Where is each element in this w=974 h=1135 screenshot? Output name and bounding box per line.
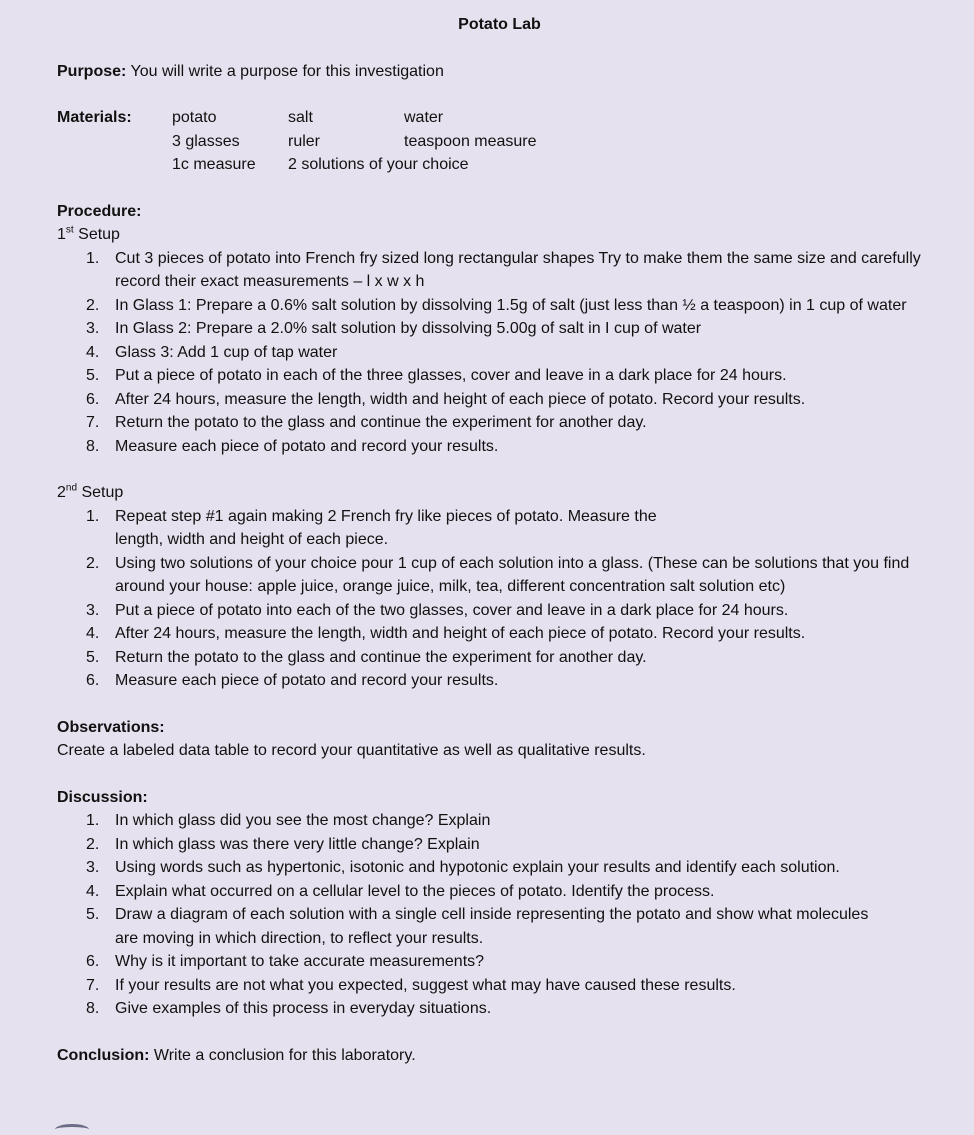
list-item: 2. Using two solutions of your choice pour 1 cup of each solution into a glass. (These can be solutions that you find around your house: apple juice, orange juice, milk, tea, different concentration salt solution etc)	[86, 554, 910, 595]
list-item: 6. After 24 hours, measure the length, width and height of each piece of potato. Record your results.	[86, 390, 806, 408]
materials-list	[172, 106, 604, 177]
discussion-heading: Discussion:	[57, 788, 148, 806]
page-title: Potato Lab	[458, 16, 541, 33]
list-item: 3. Using words such as hypertonic, isotonic and hypotonic explain your results and identify each solution.	[86, 859, 840, 876]
list-item: 1. Cut 3 pieces of potato into French fry sized long rectangular shapes Try to make them the same size and carefully record their exact measurements – l x w x h	[86, 249, 921, 290]
material-item: ruler	[288, 132, 321, 150]
procedure-heading: Procedure:	[57, 202, 142, 220]
setup-ordinal-suffix: nd	[65, 482, 78, 494]
conclusion-section	[57, 1044, 934, 1068]
setup-1-steps	[57, 247, 934, 459]
purpose-label: Purpose:	[57, 62, 127, 80]
list-item: 5. Draw a diagram of each solution with a single cell inside representing the potato and show what molecules are moving in which direction, to reflect your results.	[86, 906, 869, 947]
setup-ordinal-suffix: st	[65, 224, 74, 236]
material-item: 2 solutions of your choice	[288, 156, 469, 173]
discussion-questions	[57, 809, 934, 1021]
list-item: 4. After 24 hours, measure the length, width and height of each piece of potato. Record your results.	[86, 625, 806, 642]
list-item: 1. Repeat step #1 again making 2 French fry like pieces of potato. Measure the length, width and height of each piece.	[86, 507, 657, 548]
conclusion-text: Write a conclusion for this laboratory.	[153, 1046, 416, 1064]
material-item: teaspoon measure	[404, 132, 537, 150]
setup-ordinal: 1	[57, 226, 66, 243]
list-item: 4. Glass 3: Add 1 cup of tap water	[86, 343, 338, 361]
observations-heading: Observations:	[57, 718, 165, 736]
observations-text: Create a labeled data table to record your quantitative as well as qualitative results.	[57, 742, 646, 759]
list-item: 5. Return the potato to the glass and continue the experiment for another day.	[86, 648, 647, 666]
list-item: 5. Put a piece of potato in each of the three glasses, cover and leave in a dark place for 24 hours.	[86, 367, 787, 384]
material-item: 3 glasses	[172, 132, 240, 150]
setup-1-heading	[57, 223, 934, 247]
material-item: water	[404, 109, 444, 126]
list-item: 3. In Glass 2: Prepare a 2.0% salt solution by dissolving 5.00g of salt in I cup of water	[86, 320, 702, 337]
purpose-text: You will write a purpose for this investigation	[130, 62, 444, 80]
setup-word: Setup	[81, 484, 124, 501]
list-item: 6. Measure each piece of potato and record your results.	[86, 672, 499, 689]
list-item: 2. In which glass was there very little change? Explain	[86, 835, 480, 853]
list-item: 3. Put a piece of potato into each of the two glasses, cover and leave in a dark place for 24 hours.	[86, 601, 789, 619]
list-item: 6. Why is it important to take accurate measurements?	[86, 953, 485, 970]
list-item: 8. Give examples of this process in everyday situations.	[86, 1000, 492, 1017]
list-item: 8. Measure each piece of potato and record your results.	[86, 437, 499, 455]
material-item: potato	[172, 109, 217, 126]
purpose-section	[57, 60, 934, 84]
list-item: 1. In which glass did you see the most change? Explain	[86, 812, 491, 829]
material-item	[404, 153, 604, 177]
list-item: 2. In Glass 1: Prepare a 0.6% salt solution by dissolving 1.5g of salt (just less than ½ a teaspoon) in 1 cup of water	[86, 296, 907, 314]
list-item: 4. Explain what occurred on a cellular level to the pieces of potato. Identify the process.	[86, 882, 715, 900]
list-item: 7. If your results are not what you expected, suggest what may have caused these results.	[86, 976, 736, 994]
materials-label: Materials:	[57, 109, 132, 126]
materials-section	[57, 106, 934, 177]
list-item: 7. Return the potato to the glass and continue the experiment for another day.	[86, 414, 647, 431]
setup-word: Setup	[78, 226, 120, 243]
page-corner-mark	[55, 1124, 89, 1135]
setup-2-steps	[57, 505, 934, 693]
setup-2-heading	[57, 481, 934, 505]
setup-ordinal: 2	[57, 484, 66, 501]
material-item: salt	[288, 109, 313, 126]
material-item: 1c measure	[172, 156, 256, 173]
conclusion-label: Conclusion:	[57, 1046, 150, 1064]
